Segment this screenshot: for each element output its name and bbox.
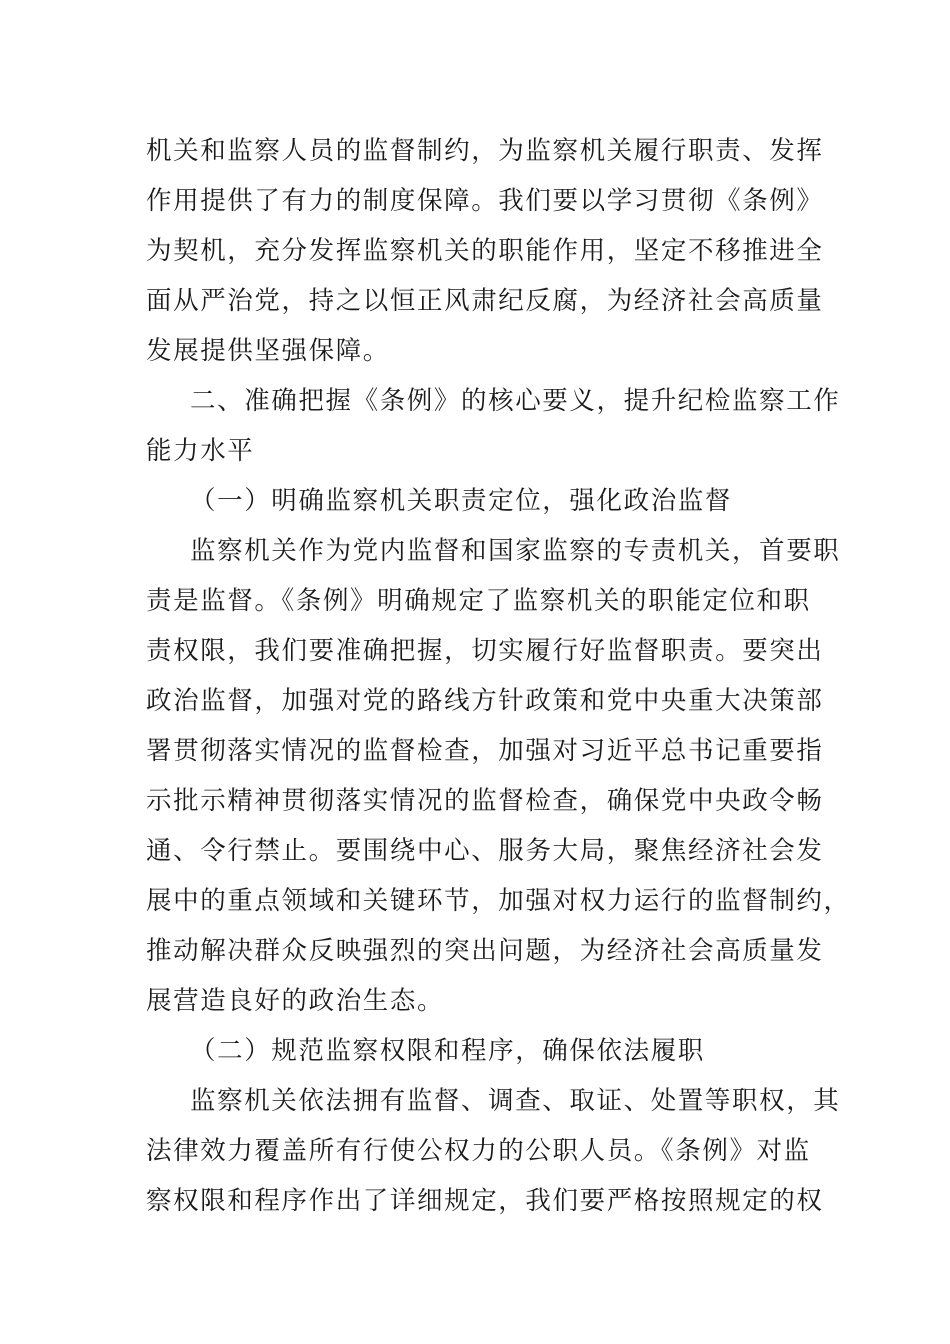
text-line: 为契机，充分发挥监察机关的职能作用，坚定不移推进全 (146, 236, 824, 266)
text-line: 署贯彻落实情况的监督检查，加强对习近平总书记重要指 (146, 736, 824, 766)
section-heading-continued: 能力水平 (146, 436, 255, 466)
text-line: 展营造良好的政治生态。 (146, 986, 445, 1016)
text-line: 政治监督，加强对党的路线方针政策和党中央重大决策部 (146, 686, 824, 716)
text-line: 通、令行禁止。要围绕中心、服务大局，聚焦经济社会发 (146, 836, 824, 866)
text-line: 面从严治党，持之以恒正风肃纪反腐，为经济社会高质量 (146, 286, 824, 316)
text-line: 发展提供坚强保障。 (146, 336, 390, 366)
text-line: 责是监督。《条例》明确规定了监察机关的职能定位和职 (146, 586, 811, 616)
subsection-heading: （二）规范监察权限和程序，确保依法履职 (190, 1036, 705, 1066)
subsection-heading: （一）明确监察机关职责定位，强化政治监督 (190, 486, 733, 516)
text-line: 监察机关依法拥有监督、调查、取证、处置等职权，其 (190, 1086, 841, 1116)
text-line: 法律效力覆盖所有行使公权力的公职人员。《条例》对监 (146, 1136, 811, 1166)
text-line: 推动解决群众反映强烈的突出问题，为经济社会高质量发 (146, 936, 824, 966)
text-line: 作用提供了有力的制度保障。我们要以学习贯彻《条例》 (146, 186, 824, 216)
text-line: 监察机关作为党内监督和国家监察的专责机关，首要职 (190, 536, 841, 566)
text-line: 示批示精神贯彻落实情况的监督检查，确保党中央政令畅 (146, 786, 824, 816)
text-line: 展中的重点领域和关键环节，加强对权力运行的监督制约， (146, 886, 851, 916)
section-heading: 二、准确把握《条例》的核心要义，提升纪检监察工作 (190, 386, 841, 416)
text-line: 察权限和程序作出了详细规定，我们要严格按照规定的权 (146, 1186, 824, 1216)
text-line: 机关和监察人员的监督制约，为监察机关履行职责、发挥 (146, 136, 824, 166)
text-line: 责权限，我们要准确把握，切实履行好监督职责。要突出 (146, 636, 824, 666)
